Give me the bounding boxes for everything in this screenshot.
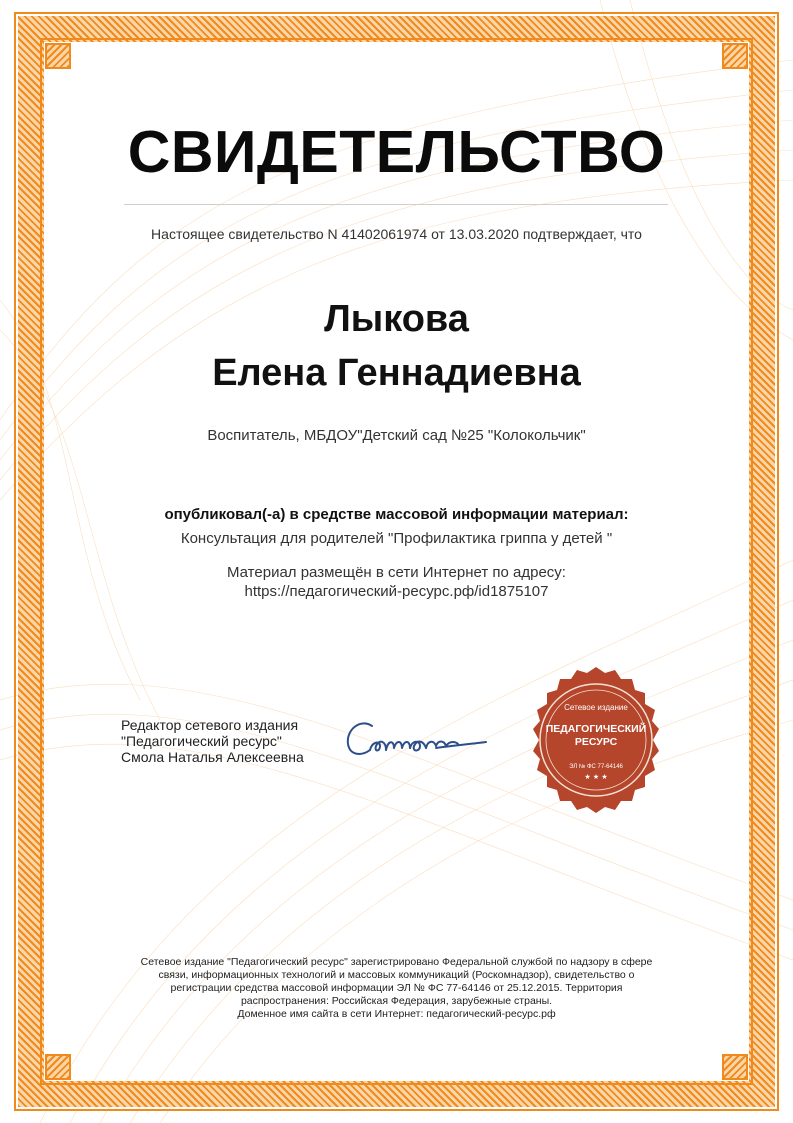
corner-ornament [722, 1054, 748, 1080]
signature [340, 712, 490, 772]
seal-top-text: Сетевое издание [564, 703, 628, 712]
footer-line: Сетевое издание "Педагогический ресурс" зарегистрировано Федеральной службой по надзору в сфере [140, 956, 653, 968]
editor-name: Смола Наталья Алексеевна [121, 749, 304, 765]
title-divider [124, 204, 668, 205]
certificate-number-line: Настоящее свидетельство N 41402061974 от 13.03.2020 подтверждает, что [151, 226, 642, 242]
seal-main-line1: ПЕДАГОГИЧЕСКИЙ [545, 723, 647, 735]
editor-line: "Педагогический ресурс" [121, 733, 282, 749]
material-url: https://педагогический-ресурс.рф/id1875107 [244, 583, 549, 600]
certificate-title: СВИДЕТЕЛЬСТВО [127, 119, 666, 185]
recipient-given-names: Елена Геннадиевна [212, 352, 581, 394]
footer-line: распространения: Российская Федерация, зарубежные страны. [240, 995, 553, 1007]
editor-block [121, 717, 304, 765]
publisher-seal [523, 667, 669, 813]
material-title: Консультация для родителей "Профилактика гриппа у детей " [180, 530, 613, 547]
corner-ornament [722, 43, 748, 69]
published-label: опубликовал(-а) в средстве массовой информации материал: [164, 506, 629, 523]
footer-line: Доменное имя сайта в сети Интернет: педагогический-ресурс.рф [237, 1008, 556, 1020]
corner-ornament [45, 1054, 71, 1080]
url-label: Материал размещён в сети Интернет по адресу: [227, 564, 566, 581]
footer-line: регистрации средства массовой информации ЭЛ № ФС 77-64146 от 25.12.2015. Территория [170, 982, 623, 994]
footer-line: связи, информационных технологий и массовых коммуникаций (Роскомнадзор), свидетельство о [158, 969, 635, 981]
editor-line: Редактор сетевого издания [121, 717, 299, 733]
recipient-position: Воспитатель, МБДОУ"Детский сад №25 "Колокольчик" [207, 427, 586, 444]
seal-reg: ЭЛ № ФС 77-64146 [569, 764, 623, 770]
seal-stars: ★ ★ ★ [584, 773, 608, 781]
seal-main-line2: РЕСУРС [574, 736, 618, 748]
recipient-surname: Лыкова [324, 298, 469, 340]
corner-ornament [45, 43, 71, 69]
footer-legal-text [120, 956, 673, 1021]
